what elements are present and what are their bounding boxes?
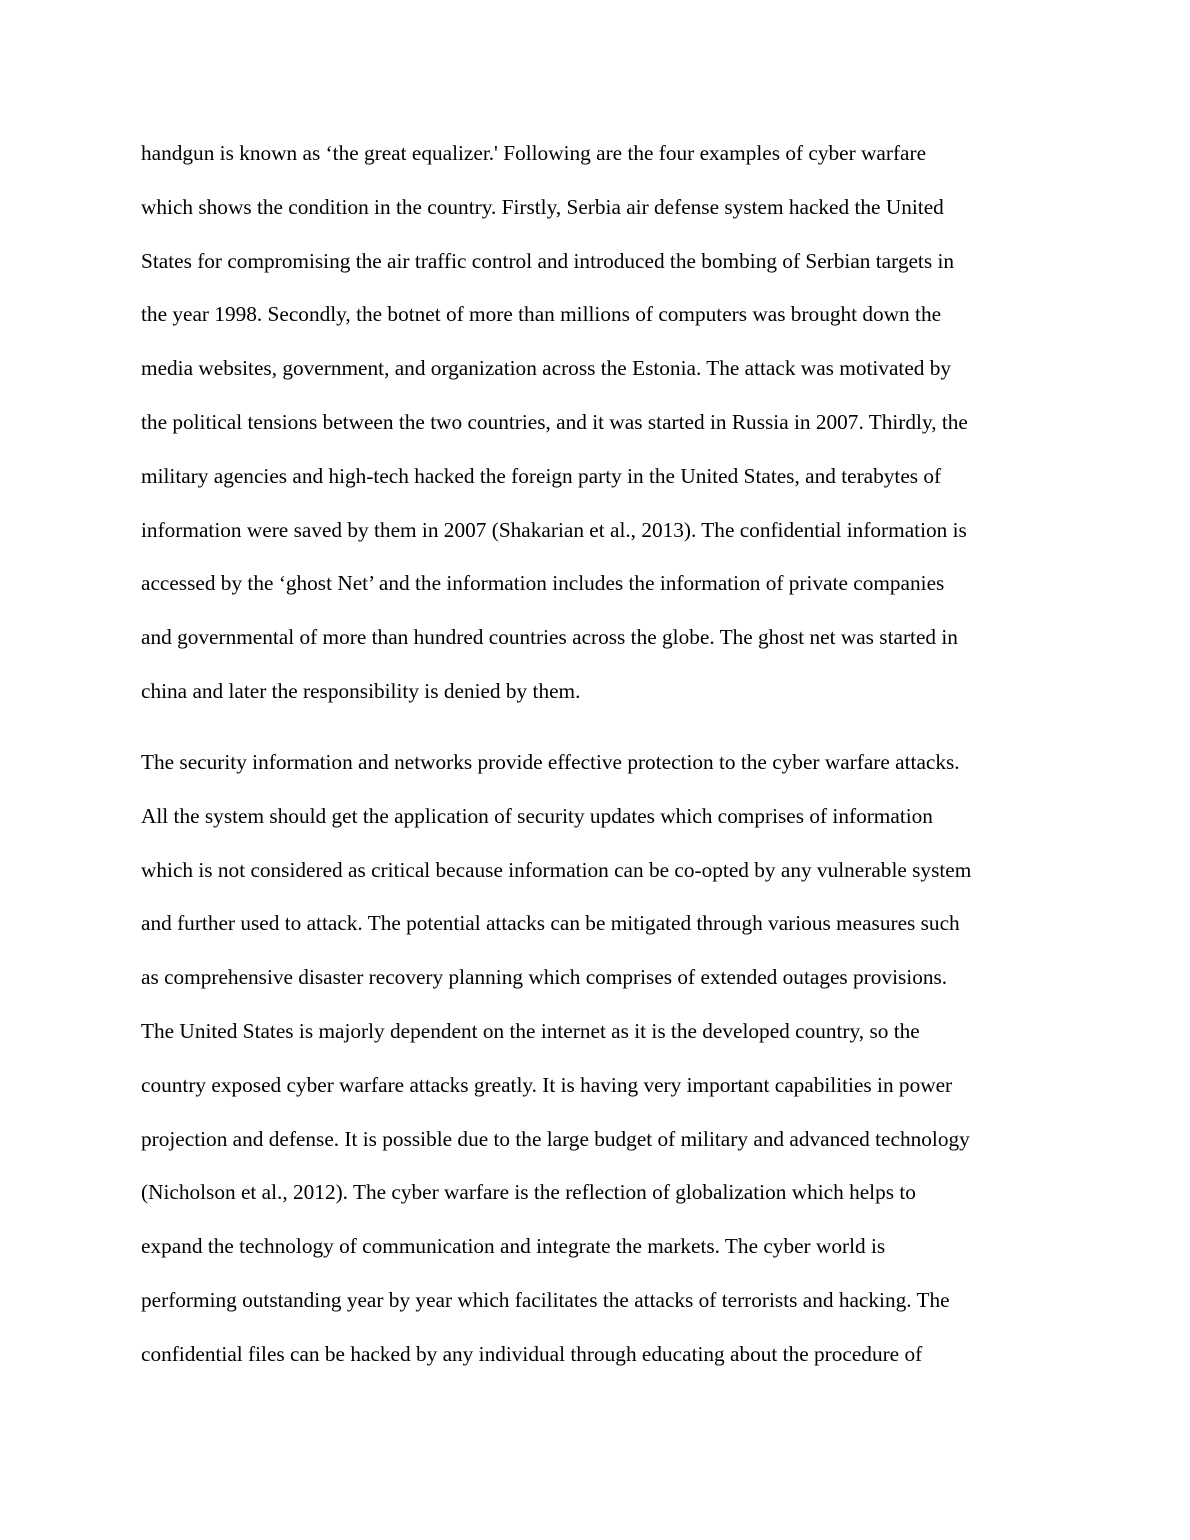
text-line: accessed by the ‘ghost Net’ and the information includes the information of private companies [141, 571, 945, 596]
text-line: projection and defense. It is possible due to the large budget of military and advanced technology [141, 1126, 970, 1151]
text-line: The security information and networks provide effective protection to the cyber warfare attacks. [141, 750, 960, 774]
text-line: performing outstanding year by year which facilitates the attacks of terrorists and hacking. The [141, 1287, 950, 1312]
text-line: States for compromising the air traffic control and introduced the bombing of Serbian targets in [141, 248, 955, 273]
text-line: and governmental of more than hundred countries across the globe. The ghost net was started in [141, 625, 958, 650]
text-line: which shows the condition in the country. Firstly, Serbia air defense system hacked the United [141, 194, 944, 219]
text-line: (Nicholson et al., 2012). The cyber warfare is the reflection of globalization which helps to [141, 1180, 916, 1205]
text-line: The United States is majorly dependent on the internet as it is the developed country, so the [141, 1018, 920, 1043]
text-line: All the system should get the application of security updates which comprises of information [141, 803, 933, 828]
text-line: expand the technology of communication and integrate the markets. The cyber world is [141, 1234, 886, 1259]
text-line: country exposed cyber warfare attacks greatly. It is having very important capabilities in power [141, 1072, 953, 1097]
text-line: the political tensions between the two countries, and it was started in Russia in 2007. Thirdly, the [141, 409, 968, 434]
text-line: as comprehensive disaster recovery planning which comprises of extended outages provisions. [141, 965, 948, 990]
paragraph-2 [141, 736, 1061, 1382]
text-line: which is not considered as critical because information can be co-opted by any vulnerable system [141, 857, 972, 882]
text-line: china and later the responsibility is denied by them. [141, 678, 581, 703]
text-line: handgun is known as ‘the great equalizer.' Following are the four examples of cyber warfare [141, 141, 927, 165]
text-line: information were saved by them in 2007 (Shakarian et al., 2013). The confidential information is [141, 517, 967, 542]
text-line: confidential files can be hacked by any individual through educating about the procedure of [141, 1341, 923, 1366]
text-line: military agencies and high-tech hacked the foreign party in the United States, and terabytes of [141, 463, 942, 488]
text-line: media websites, government, and organization across the Estonia. The attack was motivated by [141, 356, 952, 381]
text-line: and further used to attack. The potential attacks can be mitigated through various measures such [141, 911, 960, 936]
paragraph-1 [141, 127, 1061, 719]
text-line: the year 1998. Secondly, the botnet of more than millions of computers was brought down the [141, 302, 942, 327]
